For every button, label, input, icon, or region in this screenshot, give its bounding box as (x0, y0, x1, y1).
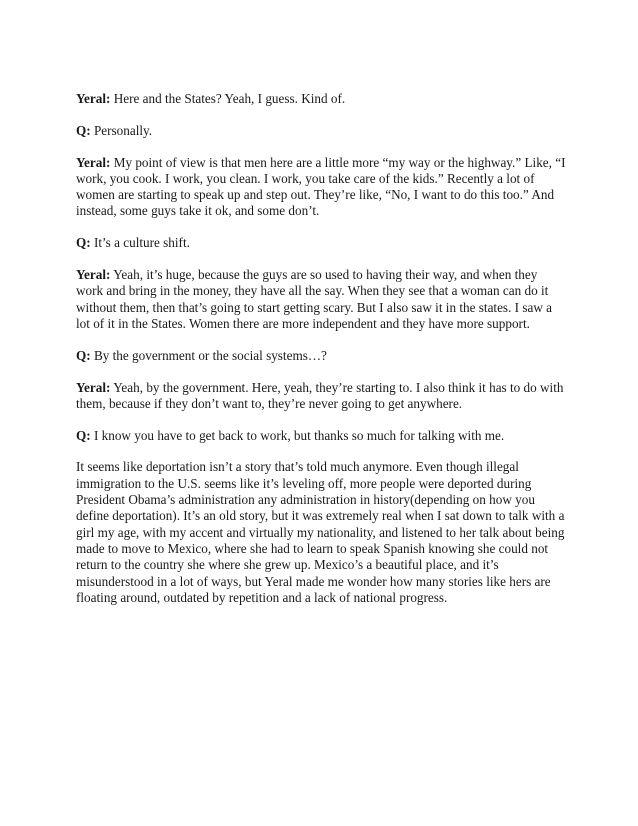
dialogue-paragraph (76, 380, 566, 413)
dialogue-text: Personally. (93, 122, 153, 138)
dialogue-paragraph (76, 428, 566, 444)
speaker-label: Yeral: (76, 267, 111, 283)
dialogue-text: I know you have to get back to work, but thanks so much for talking with me. (93, 427, 505, 443)
dialogue-text: Yeah, by the government. Here, yeah, they’re starting to. I also think it has to do with them, because if they don’t want to, they’re never going to get anywhere. (76, 379, 564, 411)
closing-paragraph: It seems like deportation isn’t a story that’s told much anymore. Even though illegal immigration to the U.S. seems like it’s leveling off, more people were deported during President Obama’s administration any administration in history(depending on how you define deportation). It’s an old story, but it was extremely real when I sat down to talk with a girl my age, with my accent and virtually my nationality, and listened to her talk about being made to move to Mexico, where she had to learn to speak Spanish knowing she could not return to the country she where she grew up. Mexico’s a beautiful place, and it’s misunderstood in a lot of ways, but Yeral made me wonder how many stories like hers are floating around, outdated by repetition and a lack of national progress. (76, 459, 565, 605)
dialogue-text: By the government or the social systems…? (93, 347, 327, 363)
dialogue-paragraph (76, 123, 566, 139)
speaker-label: Yeral: (76, 91, 111, 106)
dialogue-paragraph (76, 267, 566, 332)
speaker-label: Q: (76, 427, 91, 443)
speaker-label: Q: (76, 235, 91, 251)
dialogue-text: Here and the States? Yeah, I guess. Kind of. (113, 91, 346, 106)
dialogue-text: It’s a culture shift. (93, 235, 190, 251)
speaker-label: Q: (76, 122, 91, 138)
dialogue-paragraph (76, 91, 566, 107)
dialogue-text: My point of view is that men here are a little more “my way or the highway.” Like, “I work, you cook. I work, you clean. I work, you take care of the kids.” Recently a lot of women are starting to speak up and step out. They’re like, “No, I want to do this too.” And instead, some guys take it ok, and some don’t. (76, 154, 566, 219)
speaker-label: Yeral: (76, 154, 111, 170)
dialogue-paragraph (76, 235, 566, 251)
speaker-label: Yeral: (76, 379, 111, 395)
dialogue-paragraph (76, 348, 566, 364)
speaker-label: Q: (76, 347, 91, 363)
dialogue-paragraph (76, 155, 566, 220)
document-page (76, 91, 566, 622)
dialogue-text: Yeah, it’s huge, because the guys are so used to having their way, and when they work and bring in the money, they have all the say. When they see that a woman can do it without them, then that’s going to start getting scary. But I also saw it in the states. I saw a lot of it in the States. Women there are more independent and they have more support. (76, 267, 553, 331)
